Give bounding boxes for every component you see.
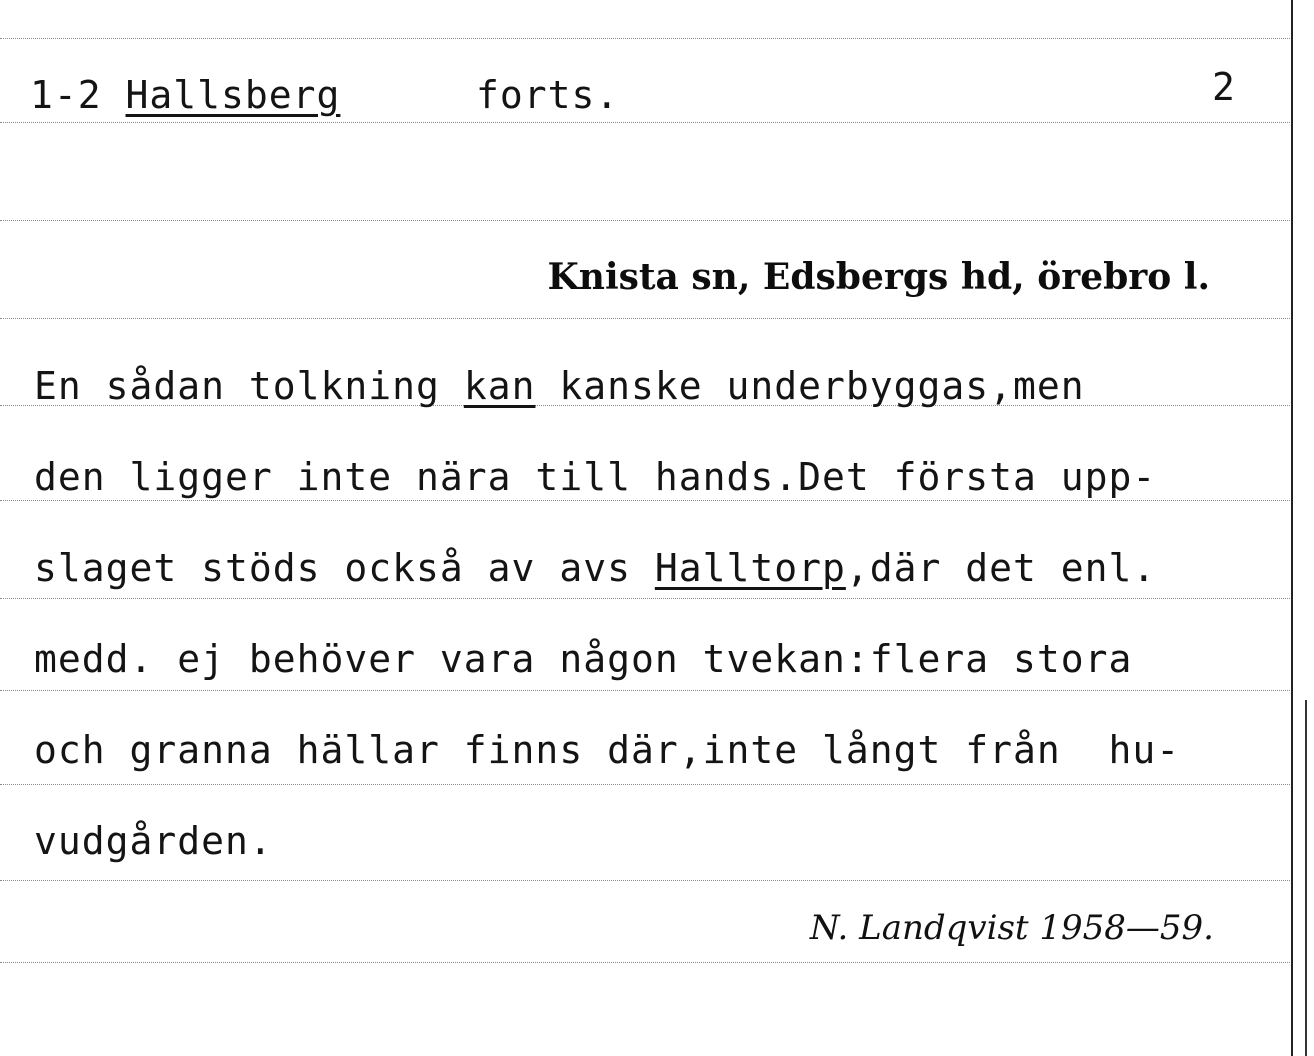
ruled-line bbox=[0, 318, 1290, 319]
body-line bbox=[34, 364, 1284, 455]
page-number: 2 bbox=[1212, 65, 1236, 109]
heading-continued: forts. bbox=[476, 73, 620, 117]
ruled-line bbox=[0, 220, 1290, 221]
card-edge-line bbox=[1291, 0, 1293, 1056]
place-stamp: Knista sn, Edsbergs hd, örebro l. bbox=[547, 256, 1210, 298]
body-text-segment: slaget stöds också av avs bbox=[34, 546, 655, 590]
signature: N. Landqvist 1958—59. bbox=[809, 908, 1214, 948]
card-heading bbox=[30, 73, 341, 117]
body-text-segment: kanske underbyggas,men bbox=[535, 364, 1085, 408]
heading-number: 1-2 bbox=[30, 73, 126, 117]
ruled-line bbox=[0, 38, 1290, 39]
body-line: medd. ej behöver vara någon tvekan:flera stora bbox=[34, 637, 1133, 681]
underlined-place-name: Halltorp bbox=[654, 546, 846, 590]
card-edge-line bbox=[1305, 700, 1307, 1056]
body-line: vudgården. bbox=[34, 819, 273, 863]
ruled-line bbox=[0, 122, 1290, 123]
body-line: och granna hällar finns där,inte långt från hu- bbox=[34, 728, 1181, 772]
ruled-line bbox=[0, 962, 1290, 963]
body-text-segment: En sådan tolkning bbox=[34, 364, 464, 408]
card-body bbox=[34, 364, 1284, 910]
body-text-segment: ,där det enl. bbox=[845, 546, 1157, 590]
underlined-word: kan bbox=[463, 364, 536, 408]
heading-name: Hallsberg bbox=[125, 73, 341, 117]
body-line bbox=[34, 546, 1284, 637]
body-line: den ligger inte nära till hands.Det första upp- bbox=[34, 455, 1157, 499]
